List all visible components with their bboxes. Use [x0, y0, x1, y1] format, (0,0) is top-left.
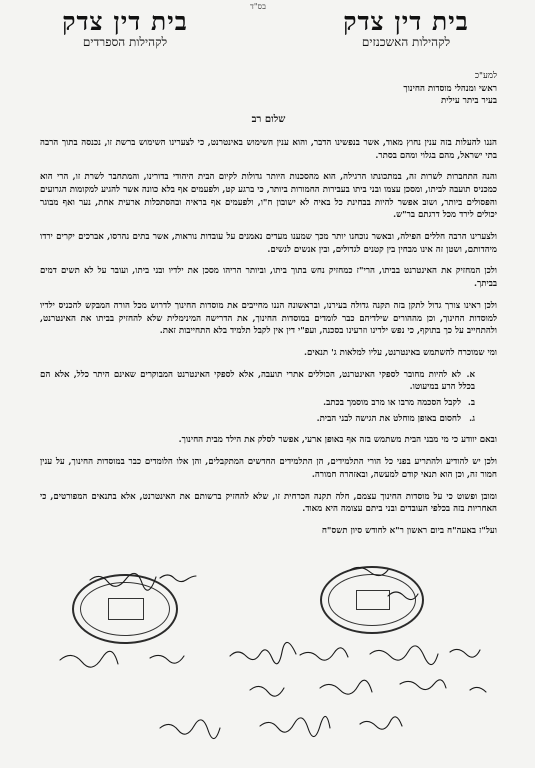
condition-label: א.	[466, 369, 475, 380]
greeting: שלום רב	[251, 114, 286, 126]
signature	[150, 655, 184, 663]
paragraph: ומובן ופשוט כי על מוסדות החינוך עצמם, חלה תקנה הכרחית זו, שלא להחזיק ברשותם את האינטרנט, אלא בתנאים המפורטים, כי האחריות בזה בכלפי העובדים ובני ביתם עצומה היא מאוד.	[40, 491, 497, 515]
signature	[320, 680, 372, 694]
letterhead-subtitle: לקהילות הספרדים	[82, 35, 168, 49]
signature	[350, 567, 388, 575]
condition-text: לא להיות מחובר לספקי האינטרנט, הכוללים אתרי תועבה, אלא לספקי האינטרנט המבוקרים שאינם היתר כלל, אלא הם בכלל הרע במיעוטו.	[40, 369, 475, 393]
condition-text: לחסום באופן מוחלט את הגישה לבני הבית.	[316, 413, 461, 424]
date-line: ועל"ז באעה"ח ביום ראשון ר"א לחודש סיון תשס"ח	[321, 525, 497, 536]
condition-label: ג.	[469, 413, 475, 424]
signature	[160, 720, 220, 739]
paragraph: והנה התחברות לשרות זה, במתכונתו הרגילה, הוא מהסכנות היותר גדולות לקיום הבית היהודי בדורינו, והמתחבר לשרת זו, הרי הוא כמכניס תועבה לביתו, ומסכן עצמו ובני ביתו בעבירות החמורות ביותר, כי ברגע קט, ולפעמים אף בלא כוונה אשר להגיע למקומות הגרועים והפסולים ביותר, ושוב אפשר להיות בבחינת כל באיה לא ישובון ח"ו, ולפעמים אף בראיה ובהסתכלות ארעית אחת, נער ואף מבוגר יכולים לירד מכל דרגתם בר"ש.	[40, 172, 497, 221]
signature	[370, 646, 438, 665]
signature	[388, 592, 418, 600]
addressee-line: בעיר ביתר עילית	[441, 96, 497, 107]
signature	[260, 716, 330, 736]
paragraph: ולכן המחזיק את האינטרנט בביתו, הרי"ז כמחזיק נחש בתוך ביתו, וביותר הריהו מסכן את ילדיו ובני ביתו, ועובר על לא תשים דמים בביתך.	[40, 266, 497, 290]
signature	[230, 642, 296, 663]
paragraph: ובאם יוודע כי מי מבני הבית משתמש בזה אף באופן ארעי, אפשר לסלק את הילד מבית החינוך.	[178, 435, 497, 446]
addressee-line: למע"כ	[474, 71, 497, 81]
signature	[360, 717, 402, 729]
paragraph: ולצערינו הרבה חללים הפילה, ובאשר נוכחנו יותר מכך שמענו מעדים נאמנים על עובדות נוראות, אשר בתים נהרסו, אברכים יקרים ירדו מיהדותם, ושטן זה אינו מבחין בין קטנים לגדולים, ובין אנשים לנשים.	[40, 232, 497, 255]
letterhead-subtitle: לקהילות האשכנזים	[361, 35, 451, 49]
paragraph: ולכן ראינו צורך גדול לתקן בזה תקנה גדולה בעירנו, ובראשונה הננו מחייבים את מוסדות החינוך לדרוש מכל הורה המבקש להכניס ילדיו למוסדות החינוך, וכן מההורים שילדיהם כבר לומדים במוסדות החינוך, את הדרישה המינימלית שלא להחזיק בביתו את האינטרנט, ולהתחייב על כך בתוקף, כי נפש ילדינו וזרעינו בסכנה, ועפ"י דין אין לקבל תלמיד בלא התחייבות זאת.	[40, 300, 497, 337]
addressee-line: ראשי ומנהלי מוסדות החינוך	[403, 83, 497, 94]
condition-label: ב.	[467, 398, 475, 409]
paragraph: הננו להעלות בזה ענין נחוץ מאוד, אשר בנפשינו הדבר, והוא ענין השימוש באינטרנט, כי לצערינו השימוש ברשת זו, נכנסה בתוך הרבה בתי ישראל, מהם בגלוי ומהם בסתר.	[40, 137, 497, 161]
signature	[400, 680, 446, 690]
condition-text: לקבל הסכמה מרבו או מרב מוסמך בכתב.	[323, 398, 461, 409]
signature	[60, 651, 118, 667]
letterhead-title: בית דין צדק	[343, 7, 469, 36]
letterhead-title: בית דין צדק	[62, 7, 188, 36]
signature	[160, 575, 196, 582]
signature	[470, 687, 486, 692]
signature	[90, 573, 156, 590]
paragraph: ולכן יש להודיע ולהתריע בפני כל הורי התלמידים, הן התלמידים החדשים המתקבלים, והן אלו הלומדים כבר במוסדות החינוך, על ענין חמור זה, וכן הוא תנאי קודם למעשה, ובאזהרה חמורה.	[40, 457, 497, 480]
signature	[300, 648, 348, 660]
signature	[450, 649, 480, 657]
page-mark: בס"ד	[250, 2, 266, 11]
signature	[250, 686, 284, 696]
paragraph: ומי שמוכרח להשתמש באינטרנט, עליו למלאות ג' תנאים.	[304, 347, 497, 358]
